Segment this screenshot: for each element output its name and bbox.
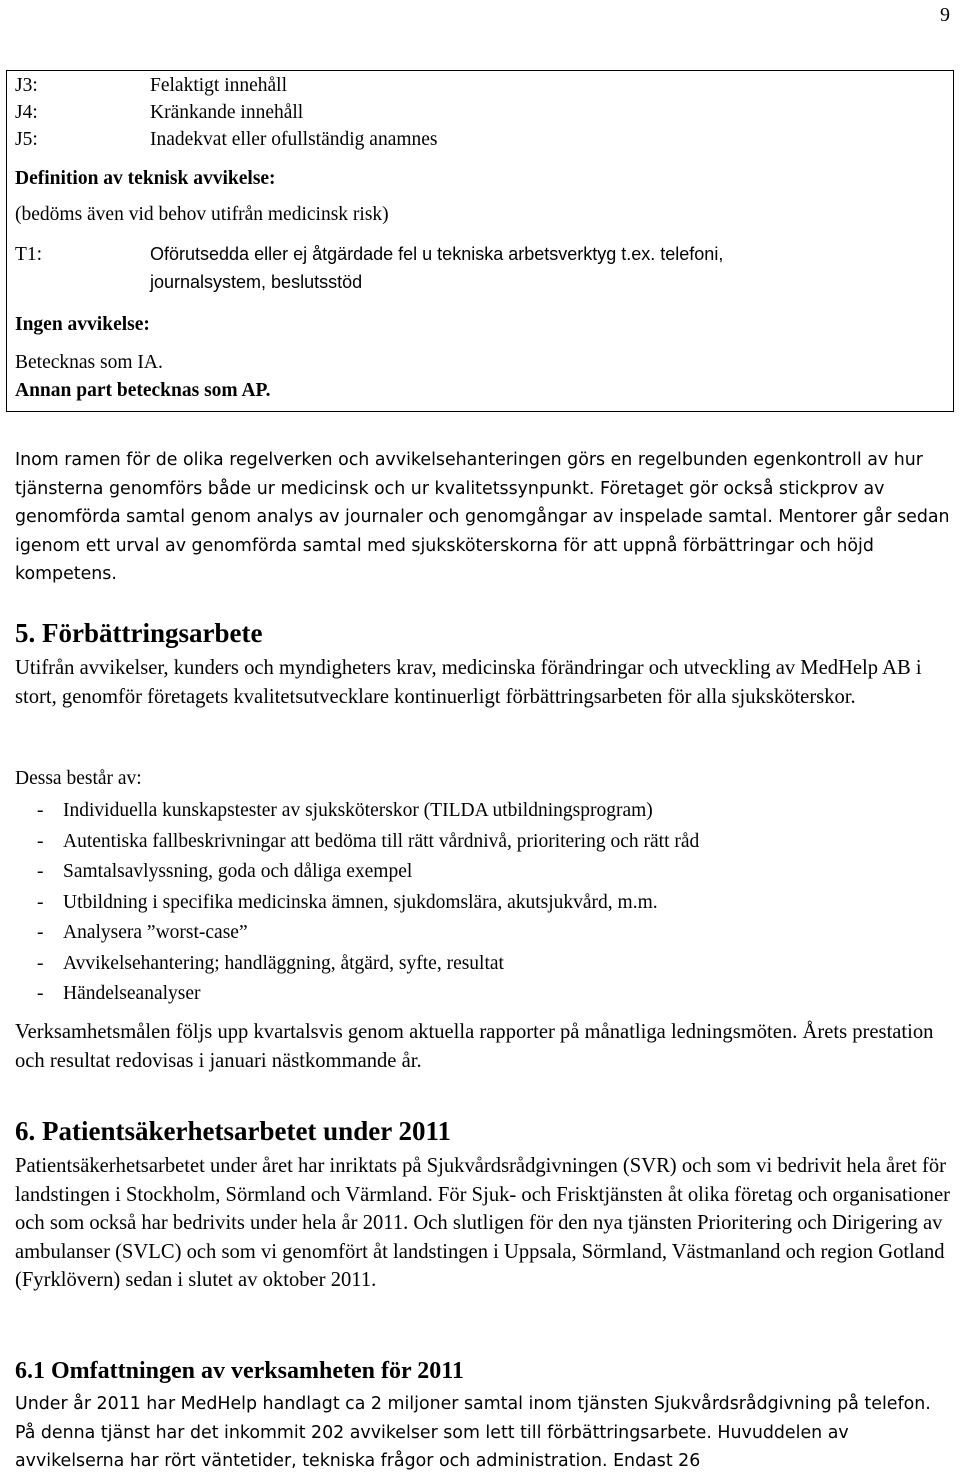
no-deviation-heading: Ingen avvikelse:: [15, 314, 150, 335]
section-6-1-paragraph: Under år 2011 har MedHelp handlagt ca 2 miljoner samtal inom tjänsten Sjukvårdsrådgivning på telefon. På denna tjänst har det inkommit 202 avvikelser som lett till förbättringsarbete. Huvuddelen av avvikelserna har rört väntetider, tekniska frågor och administration. Endast 26: [15, 1394, 931, 1471]
code-j5-text: Inadekvat eller ofullständig anamnes: [150, 129, 438, 150]
section-6-heading: 6. Patientsäkerhetsarbetet under 2011: [15, 1116, 451, 1146]
code-j5: J5:: [15, 129, 38, 150]
section-6-paragraph: Patientsäkerhetsarbetet under året har inriktats på Sjukvårdsrådgivningen (SVR) och som vi bedrivit hela året för landstingen i Stockholm, Sörmland och Värmland. För Sjuk- och Frisktjänsten åt olika företag och organisationer och som också har bedrivits under hela år 2011. Och slutligen för den nya tjänsten Prioritering och Dirigering av ambulanser (SVLC) och som vi genomfört åt landstingen i Uppsala, Sörmland, Västmanland och region Gotland (Fyrklövern) sedan i slutet av oktober 2011.: [15, 1155, 950, 1291]
code-j4-text: Kränkande innehåll: [150, 102, 304, 123]
tech-deviation-heading: Definition av teknisk avvikelse:: [15, 168, 276, 189]
list-item: - Autentiska fallbeskrivningar att bedöma till rätt vårdnivå, prioritering och rätt råd: [37, 830, 700, 852]
list-item: - Individuella kunskapstester av sjuksköterskor (TILDA utbildningsprogram): [37, 800, 653, 821]
section-5-closing: Verksamhetsmålen följs upp kvartalsvis genom aktuella rapporter på månatliga ledningsmöten. Årets prestation och resultat redovisas i januari nästkommande år.: [15, 1021, 934, 1072]
code-t1: T1:: [15, 244, 43, 265]
tech-deviation-note: (bedöms även vid behov utifrån medicinsk risk): [15, 204, 389, 225]
section-5-paragraph: Utifrån avvikelser, kunders och myndigheters krav, medicinska förändringar och utveckling av MedHelp AB i stort, genomför företagets kvalitetsutvecklare kontinuerligt förbättringsarbeten för alla sjuksköterskor.: [15, 657, 922, 708]
list-item: - Händelseanalyser: [37, 983, 201, 1004]
improvement-list: [15, 796, 699, 1010]
code-j3: J3:: [15, 75, 38, 96]
list-item: - Avvikelsehantering; handläggning, åtgärd, syfte, resultat: [37, 952, 504, 974]
list-intro: Dessa består av:: [15, 768, 142, 789]
code-t1-text-line2: journalsystem, beslutsstöd: [150, 272, 363, 292]
code-j3-text: Felaktigt innehåll: [150, 75, 288, 96]
section-6-1-heading: 6.1 Omfattningen av verksamheten för 2011: [15, 1358, 464, 1384]
other-party-text: Annan part betecknas som AP.: [15, 380, 271, 401]
section-5-heading: 5. Förbättringsarbete: [15, 618, 263, 648]
list-item: - Analysera ”worst-case”: [37, 922, 248, 943]
code-j4: J4:: [15, 102, 38, 123]
list-item: - Utbildning i specifika medicinska ämnen, sjukdomslära, akutsjukvård, m.m.: [37, 891, 658, 913]
intro-paragraph: Inom ramen för de olika regelverken och avvikelsehanteringen görs en regelbunden egenkontroll av hur tjänsterna genomförs både ur medicinsk och ur kvalitetssynpunkt. Företaget gör också stickprov av genomförda samtal genom analys av journaler och genomgångar av inspelade samtal. Mentorer går sedan igenom ett urval av genomförda samtal med sjuksköterskorna för att uppnå förbättringar och höjd kompetens.: [15, 450, 950, 584]
code-t1-text-line1: Oförutsedda eller ej åtgärdade fel u tekniska arbetsverktyg t.ex. telefoni,: [150, 244, 724, 264]
page-number: 9: [940, 4, 950, 26]
list-item: - Samtalsavlyssning, goda och dåliga exempel: [37, 861, 413, 882]
no-deviation-text: Betecknas som IA.: [15, 352, 163, 373]
